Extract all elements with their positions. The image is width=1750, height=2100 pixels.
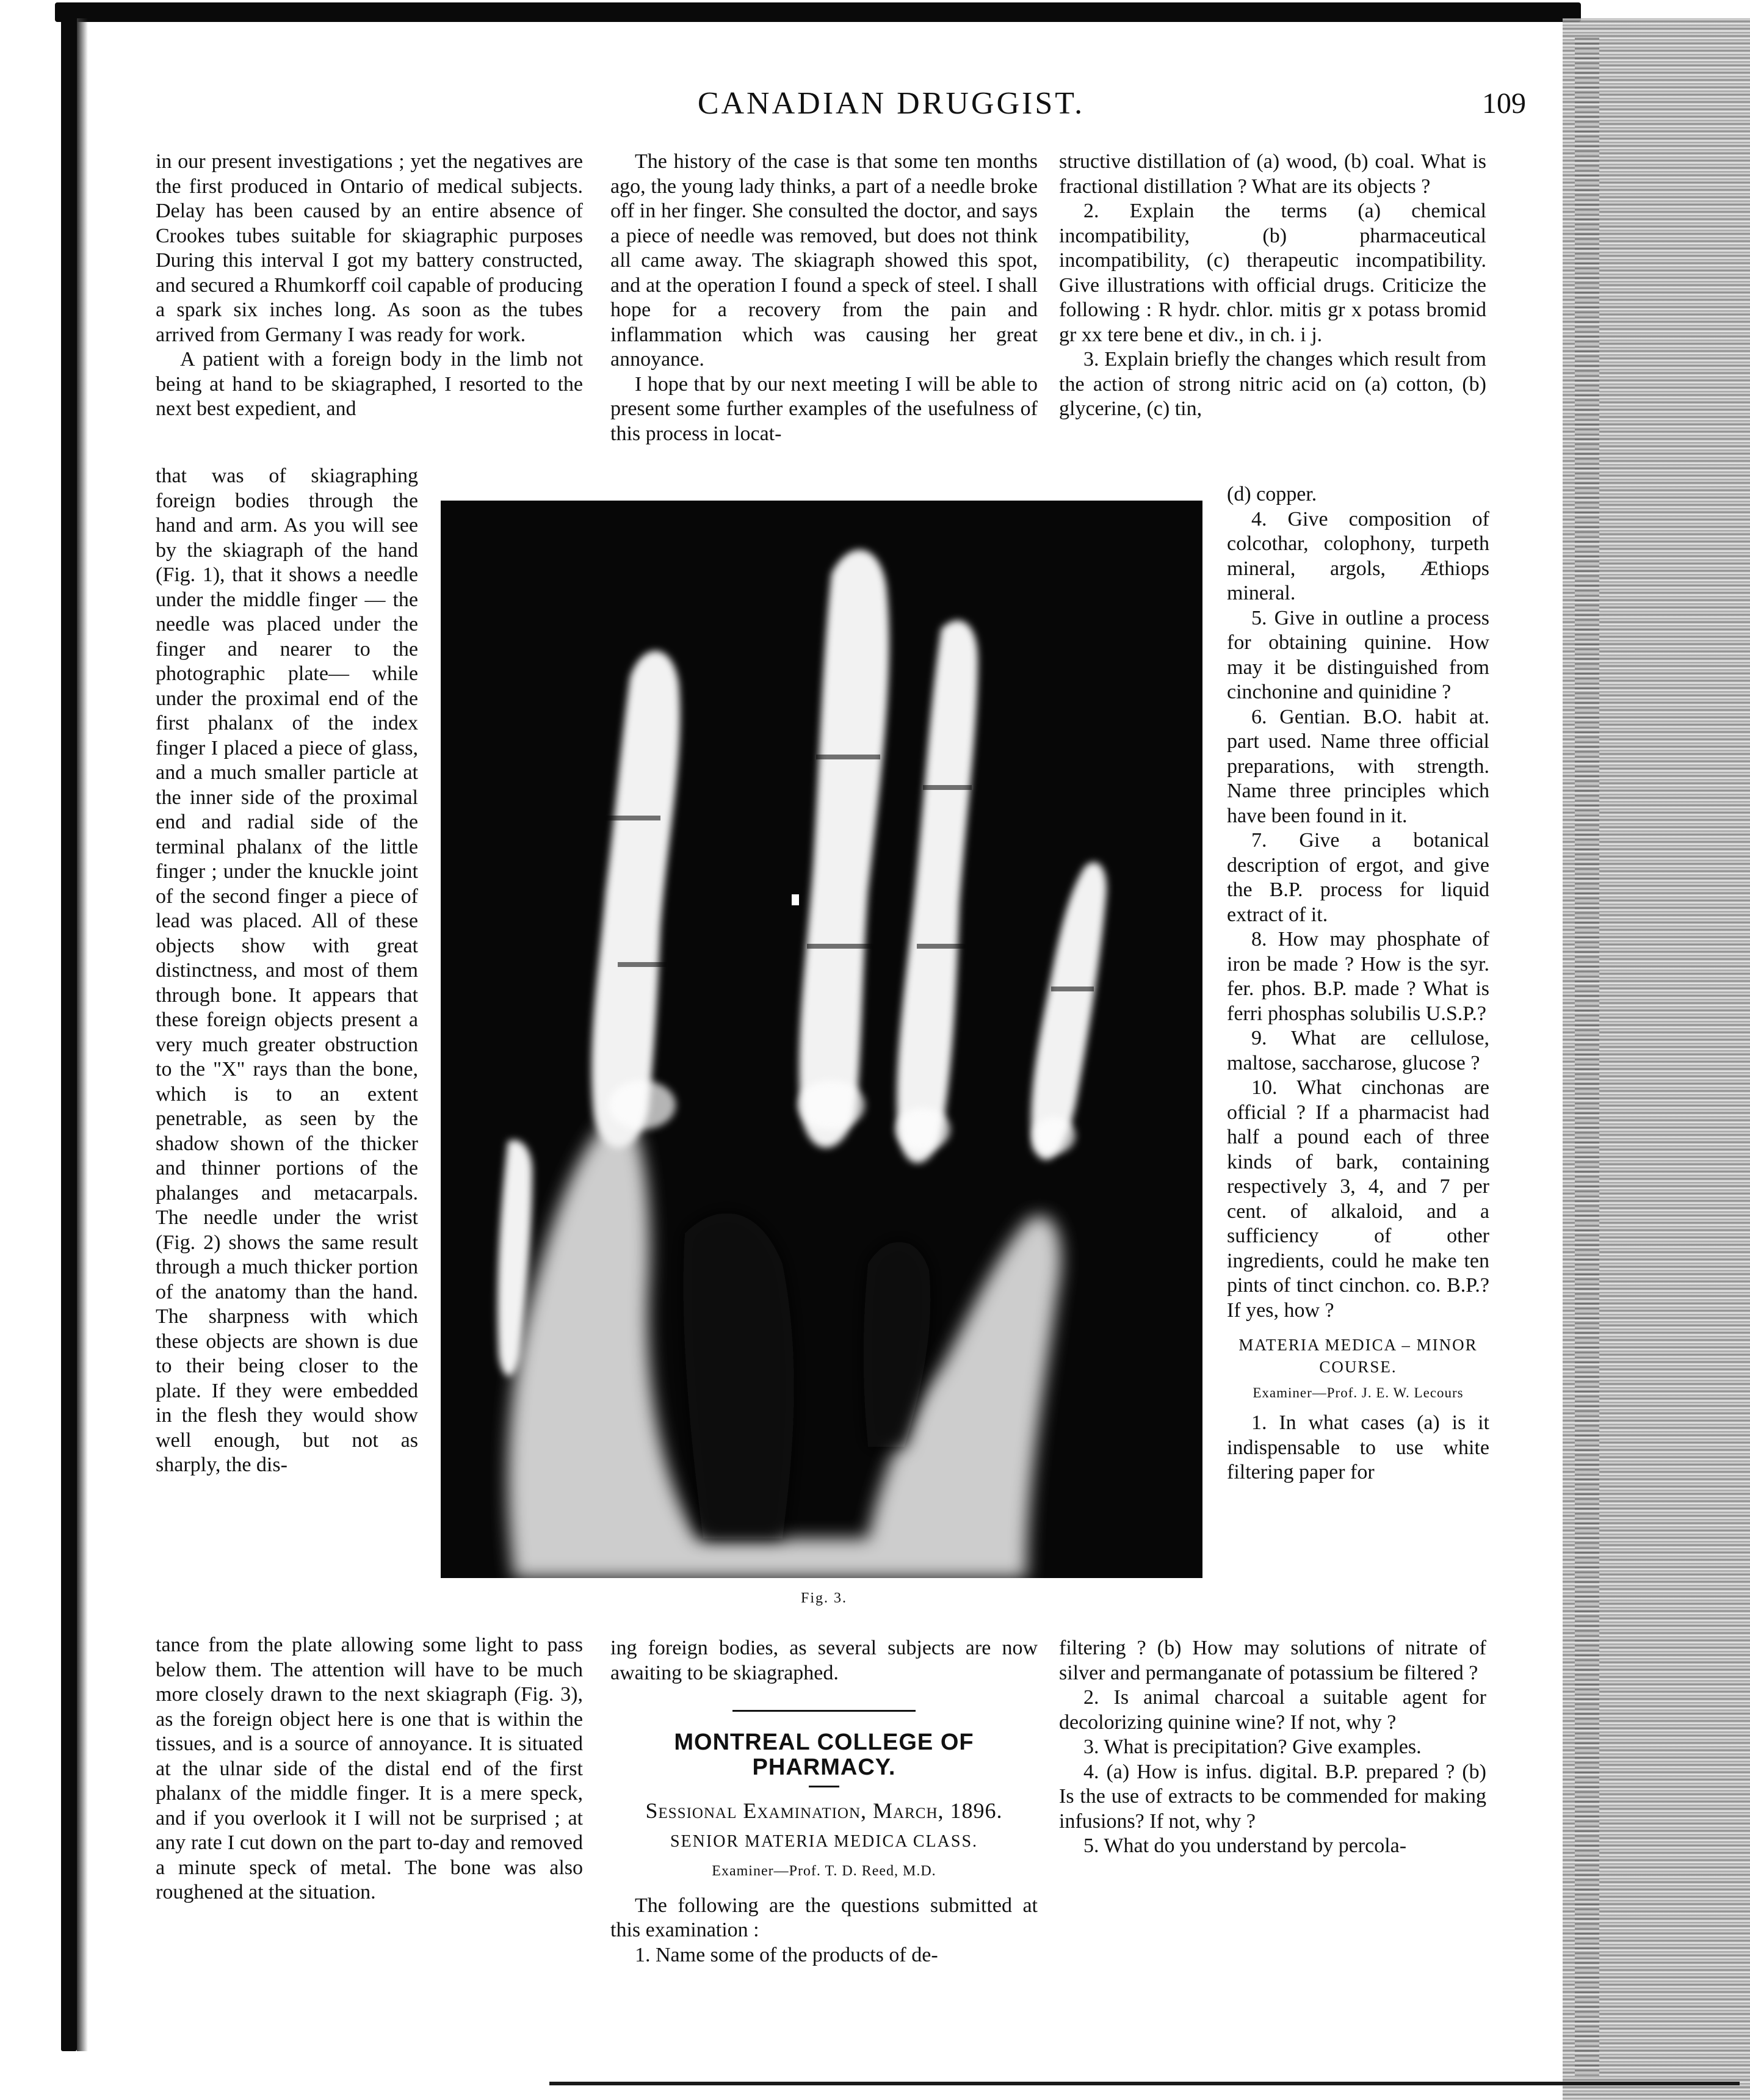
column-3-top xyxy=(1059,150,1486,422)
paragraph: The following are the questions submitted at this examination : xyxy=(610,1894,1038,1941)
column-3-narrow xyxy=(1227,482,1489,1485)
scan-edge-top xyxy=(55,2,1581,22)
scan-binding-strip xyxy=(1575,37,1599,2076)
column-2-top xyxy=(610,150,1038,446)
question: 7. Give a botanical description of ergot, and give the B.P. process for liquid extract of it. xyxy=(1227,829,1489,926)
question: 2. Is animal charcoal a suitable agent for decolorizing quinine wine? If not, why ? xyxy=(1059,1686,1486,1734)
question: 6. Gentian. B.O. habit at. part used. Name three official preparations, with strength. Name three principles which have been found in it. xyxy=(1227,705,1489,827)
subsection-heading: MATERIA MEDICA – MINOR COURSE. xyxy=(1238,1336,1478,1376)
figure-caption: Fig. 3. xyxy=(800,1590,847,1606)
page-number: 109 xyxy=(1482,87,1526,120)
scan-edge-left xyxy=(61,18,77,2051)
question: 1. Name some of the products of de- xyxy=(635,1943,938,1966)
paragraph: A patient with a foreign body in the limb not being at hand to be skiagraphed, I resorted to the next best expedient, and xyxy=(156,348,583,420)
heading-rule xyxy=(809,1786,839,1787)
paragraph: tance from the plate allowing some light to pass below them. The attention will have to be much more closely drawn to the next skiagraph (Fig. 3), as the foreign object here is one that is within the tissues, and is a source of annoyance. It is situated at the ulnar side of the distal end of the first phalanx of the middle finger. It is a mere speck, and if you overlook it I will not be surprised ; at any rate I cut down on the part to-day and removed a minute speck of metal. The bone was also roughened at the situation. xyxy=(156,1634,583,1903)
paragraph: ing foreign bodies, as several subjects are now awaiting to be skiagraphed. xyxy=(610,1637,1038,1684)
question: (d) copper. xyxy=(1227,483,1317,505)
column-1-top xyxy=(156,150,583,422)
xray-hand-image xyxy=(441,501,1202,1578)
question: 8. How may phosphate of iron be made ? How is the syr. fer. phos. B.P. made ? What is ferri phosphas solubilis U.S.P.? xyxy=(1227,928,1489,1025)
foreign-object-speck xyxy=(792,894,799,905)
exam-heading: Sessional Examination, March, 1896. xyxy=(645,1798,1003,1823)
scan-edge-left-shadow xyxy=(77,18,88,2051)
question: 4. (a) How is infus. digital. B.P. prepared ? (b) Is the use of extracts to be commended for making infusions? If not, why ? xyxy=(1059,1760,1486,1833)
paragraph: The history of the case is that some ten months ago, the young lady thinks, a part of a needle broke off in her finger. She consulted the doctor, and says a piece of needle was removed, but does not think all came away. The skiagraph showed this spot, and at the operation I found a speck of steel. I shall hope for a recovery from the pain and inflammation which was causing her great annoyance. xyxy=(610,150,1038,371)
column-1-narrow xyxy=(156,464,418,1478)
question: 1. In what cases (a) is it indispensable to use white filtering paper for xyxy=(1227,1411,1489,1483)
column-1-bottom xyxy=(156,1633,583,1905)
question: filtering ? (b) How may solutions of nitrate of silver and permanganate of potassium be filtered ? xyxy=(1059,1637,1486,1684)
examiner-line: Examiner—Prof. T. D. Reed, M.D. xyxy=(712,1863,936,1879)
question: 5. What do you understand by percola- xyxy=(1083,1834,1407,1857)
question: 5. Give in outline a process for obtaining quinine. How may it be distinguished from cinchonine and quinidine ? xyxy=(1227,606,1489,703)
knuckle-highlights xyxy=(609,1081,1076,1154)
question: 10. What cinchonas are official ? If a pharmacist had half a pound each of three kinds of bark, containing respectively 3, 4, and 7 per cent. of alkaloid, and a sufficiency of other ingredients, could he make ten pints of tinct cinchon. co. B.P.? If yes, how ? xyxy=(1227,1076,1489,1322)
running-title: CANADIAN DRUGGIST. xyxy=(697,86,1085,121)
paragraph: that was of skiagraphing foreign bodies through the hand and arm. As you will see by the skiagraph of the hand (Fig. 1), that it shows a needle under the middle finger — the needle was placed under the finger and nearer to the photographic plate— while under the proximal end of the first phalanx of the index finger I placed a piece of glass, and a much smaller particle at the inner side of the proximal end and radial side of the terminal phalanx of the little finger ; under the knuckle joint of the second finger a piece of lead was placed. All of these objects show with great distinctness, and most of them through bone. It appears that these foreign objects present a very much greater obstruction to the "X" rays than the bone, which is to an extent penetrable, as seen by the shadow shown of the thicker and thinner portions of the phalanges and metacarpals. The needle under the wrist (Fig. 2) shows the same result through a much thicker portion of the anatomy than the hand. The sharpness with which these objects are shown is due to their being closer to the plate. If they were embedded in the flesh they would show well enough, but not as sharply, the dis- xyxy=(156,465,418,1476)
examiner-line: Examiner—Prof. J. E. W. Lecours xyxy=(1253,1385,1464,1400)
paragraph: in our present investigations ; yet the negatives are the first produced in Ontario of medical subjects. Delay has been caused by an entire absence of Crookes tubes suitable for skiagraphic purposes During this interval I got my battery constructed, and secured a Rhumkorff coil capable of producing a spark six inches long. As soon as the tubes arrived from Germany I was ready for work. xyxy=(156,150,583,346)
question: 3. What is precipitation? Give examples. xyxy=(1083,1736,1422,1758)
paragraph: I hope that by our next meeting I will be able to present some further examples of the usefulness of this process in locat- xyxy=(610,372,1038,445)
question: 2. Explain the terms (a) chemical incompatibility, (b) pharmaceutical incompatibility, (c) therapeutic incompatibility. Give illustrations with official drugs. Criticize the following : R hydr. chlor. mitis gr x potass bromid gr xx tere bene et div., in ch. i j. xyxy=(1059,200,1486,346)
question: structive distillation of (a) wood, (b) coal. What is fractional distillation ? What are its objects ? xyxy=(1059,150,1486,198)
column-3-bottom xyxy=(1059,1636,1486,1859)
section-heading: MONTREAL COLLEGE OF PHARMACY. xyxy=(674,1729,974,1780)
xray-hand-figure xyxy=(441,501,1202,1578)
class-heading: SENIOR MATERIA MEDICA CLASS. xyxy=(670,1831,978,1851)
scan-edge-bottom xyxy=(549,2082,1740,2085)
section-rule xyxy=(732,1710,916,1712)
question: 3. Explain briefly the changes which result from the action of strong nitric acid on (a) cotton, (b) glycerine, (c) tin, xyxy=(1059,348,1486,420)
column-2-bottom xyxy=(610,1636,1038,1968)
question: 9. What are cellulose, maltose, saccharose, glucose ? xyxy=(1227,1027,1489,1074)
question: 4. Give composition of colcothar, colophony, turpeth mineral, argols, Æthiops mineral. xyxy=(1227,507,1489,604)
